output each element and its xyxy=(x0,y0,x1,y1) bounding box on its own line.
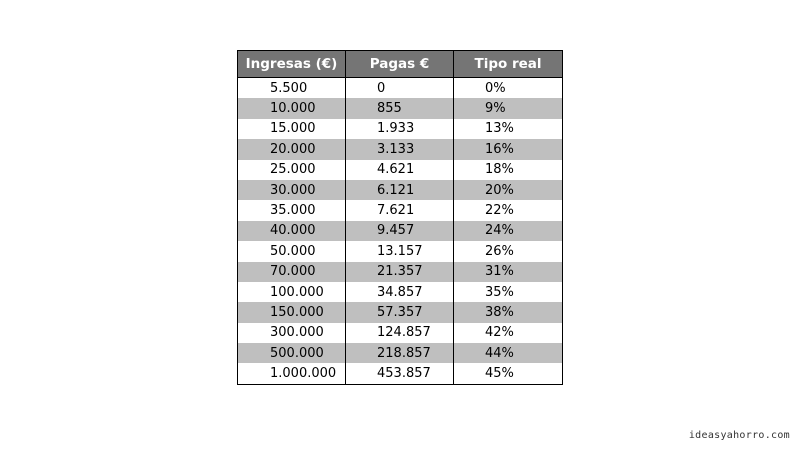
cell-income: 20.000 xyxy=(238,139,346,159)
cell-effective-rate: 16% xyxy=(454,139,563,159)
table-row xyxy=(238,262,563,282)
table-row xyxy=(238,78,563,99)
cell-effective-rate: 45% xyxy=(454,363,563,384)
cell-effective-rate: 18% xyxy=(454,160,563,180)
table-row xyxy=(238,200,563,220)
cell-paid: 453.857 xyxy=(346,363,454,384)
cell-income: 10.000 xyxy=(238,98,346,118)
cell-income: 30.000 xyxy=(238,180,346,200)
cell-paid: 6.121 xyxy=(346,180,454,200)
table-row xyxy=(238,343,563,363)
table-row xyxy=(238,180,563,200)
header-income: Ingresas (€) xyxy=(238,51,346,78)
table-row xyxy=(238,98,563,118)
cell-paid: 3.133 xyxy=(346,139,454,159)
cell-effective-rate: 13% xyxy=(454,119,563,139)
table-row xyxy=(238,160,563,180)
header-paid: Pagas € xyxy=(346,51,454,78)
table-row xyxy=(238,282,563,302)
cell-income: 1.000.000 xyxy=(238,363,346,384)
cell-income: 100.000 xyxy=(238,282,346,302)
table-row xyxy=(238,139,563,159)
cell-effective-rate: 42% xyxy=(454,323,563,343)
table-row xyxy=(238,302,563,322)
table-body xyxy=(238,78,563,385)
tax-table xyxy=(237,50,563,385)
cell-effective-rate: 0% xyxy=(454,78,563,99)
cell-effective-rate: 26% xyxy=(454,241,563,261)
cell-paid: 21.357 xyxy=(346,262,454,282)
header-effective-rate: Tipo real xyxy=(454,51,563,78)
cell-income: 15.000 xyxy=(238,119,346,139)
cell-income: 40.000 xyxy=(238,221,346,241)
cell-paid: 855 xyxy=(346,98,454,118)
cell-effective-rate: 20% xyxy=(454,180,563,200)
cell-effective-rate: 24% xyxy=(454,221,563,241)
cell-income: 500.000 xyxy=(238,343,346,363)
table-row xyxy=(238,221,563,241)
watermark: ideasyahorro.com xyxy=(688,430,790,441)
cell-effective-rate: 22% xyxy=(454,200,563,220)
cell-paid: 124.857 xyxy=(346,323,454,343)
cell-paid: 0 xyxy=(346,78,454,99)
cell-income: 150.000 xyxy=(238,302,346,322)
cell-effective-rate: 44% xyxy=(454,343,563,363)
table-header xyxy=(238,51,563,78)
cell-effective-rate: 9% xyxy=(454,98,563,118)
cell-paid: 7.621 xyxy=(346,200,454,220)
cell-paid: 9.457 xyxy=(346,221,454,241)
cell-effective-rate: 31% xyxy=(454,262,563,282)
table-row xyxy=(238,363,563,384)
cell-income: 35.000 xyxy=(238,200,346,220)
cell-income: 25.000 xyxy=(238,160,346,180)
cell-paid: 1.933 xyxy=(346,119,454,139)
cell-paid: 34.857 xyxy=(346,282,454,302)
cell-income: 300.000 xyxy=(238,323,346,343)
cell-effective-rate: 35% xyxy=(454,282,563,302)
table-row xyxy=(238,241,563,261)
cell-income: 70.000 xyxy=(238,262,346,282)
cell-paid: 4.621 xyxy=(346,160,454,180)
table-row xyxy=(238,323,563,343)
cell-paid: 57.357 xyxy=(346,302,454,322)
cell-paid: 218.857 xyxy=(346,343,454,363)
cell-income: 5.500 xyxy=(238,78,346,99)
cell-income: 50.000 xyxy=(238,241,346,261)
header-row xyxy=(238,51,563,78)
table-row xyxy=(238,119,563,139)
cell-effective-rate: 38% xyxy=(454,302,563,322)
cell-paid: 13.157 xyxy=(346,241,454,261)
